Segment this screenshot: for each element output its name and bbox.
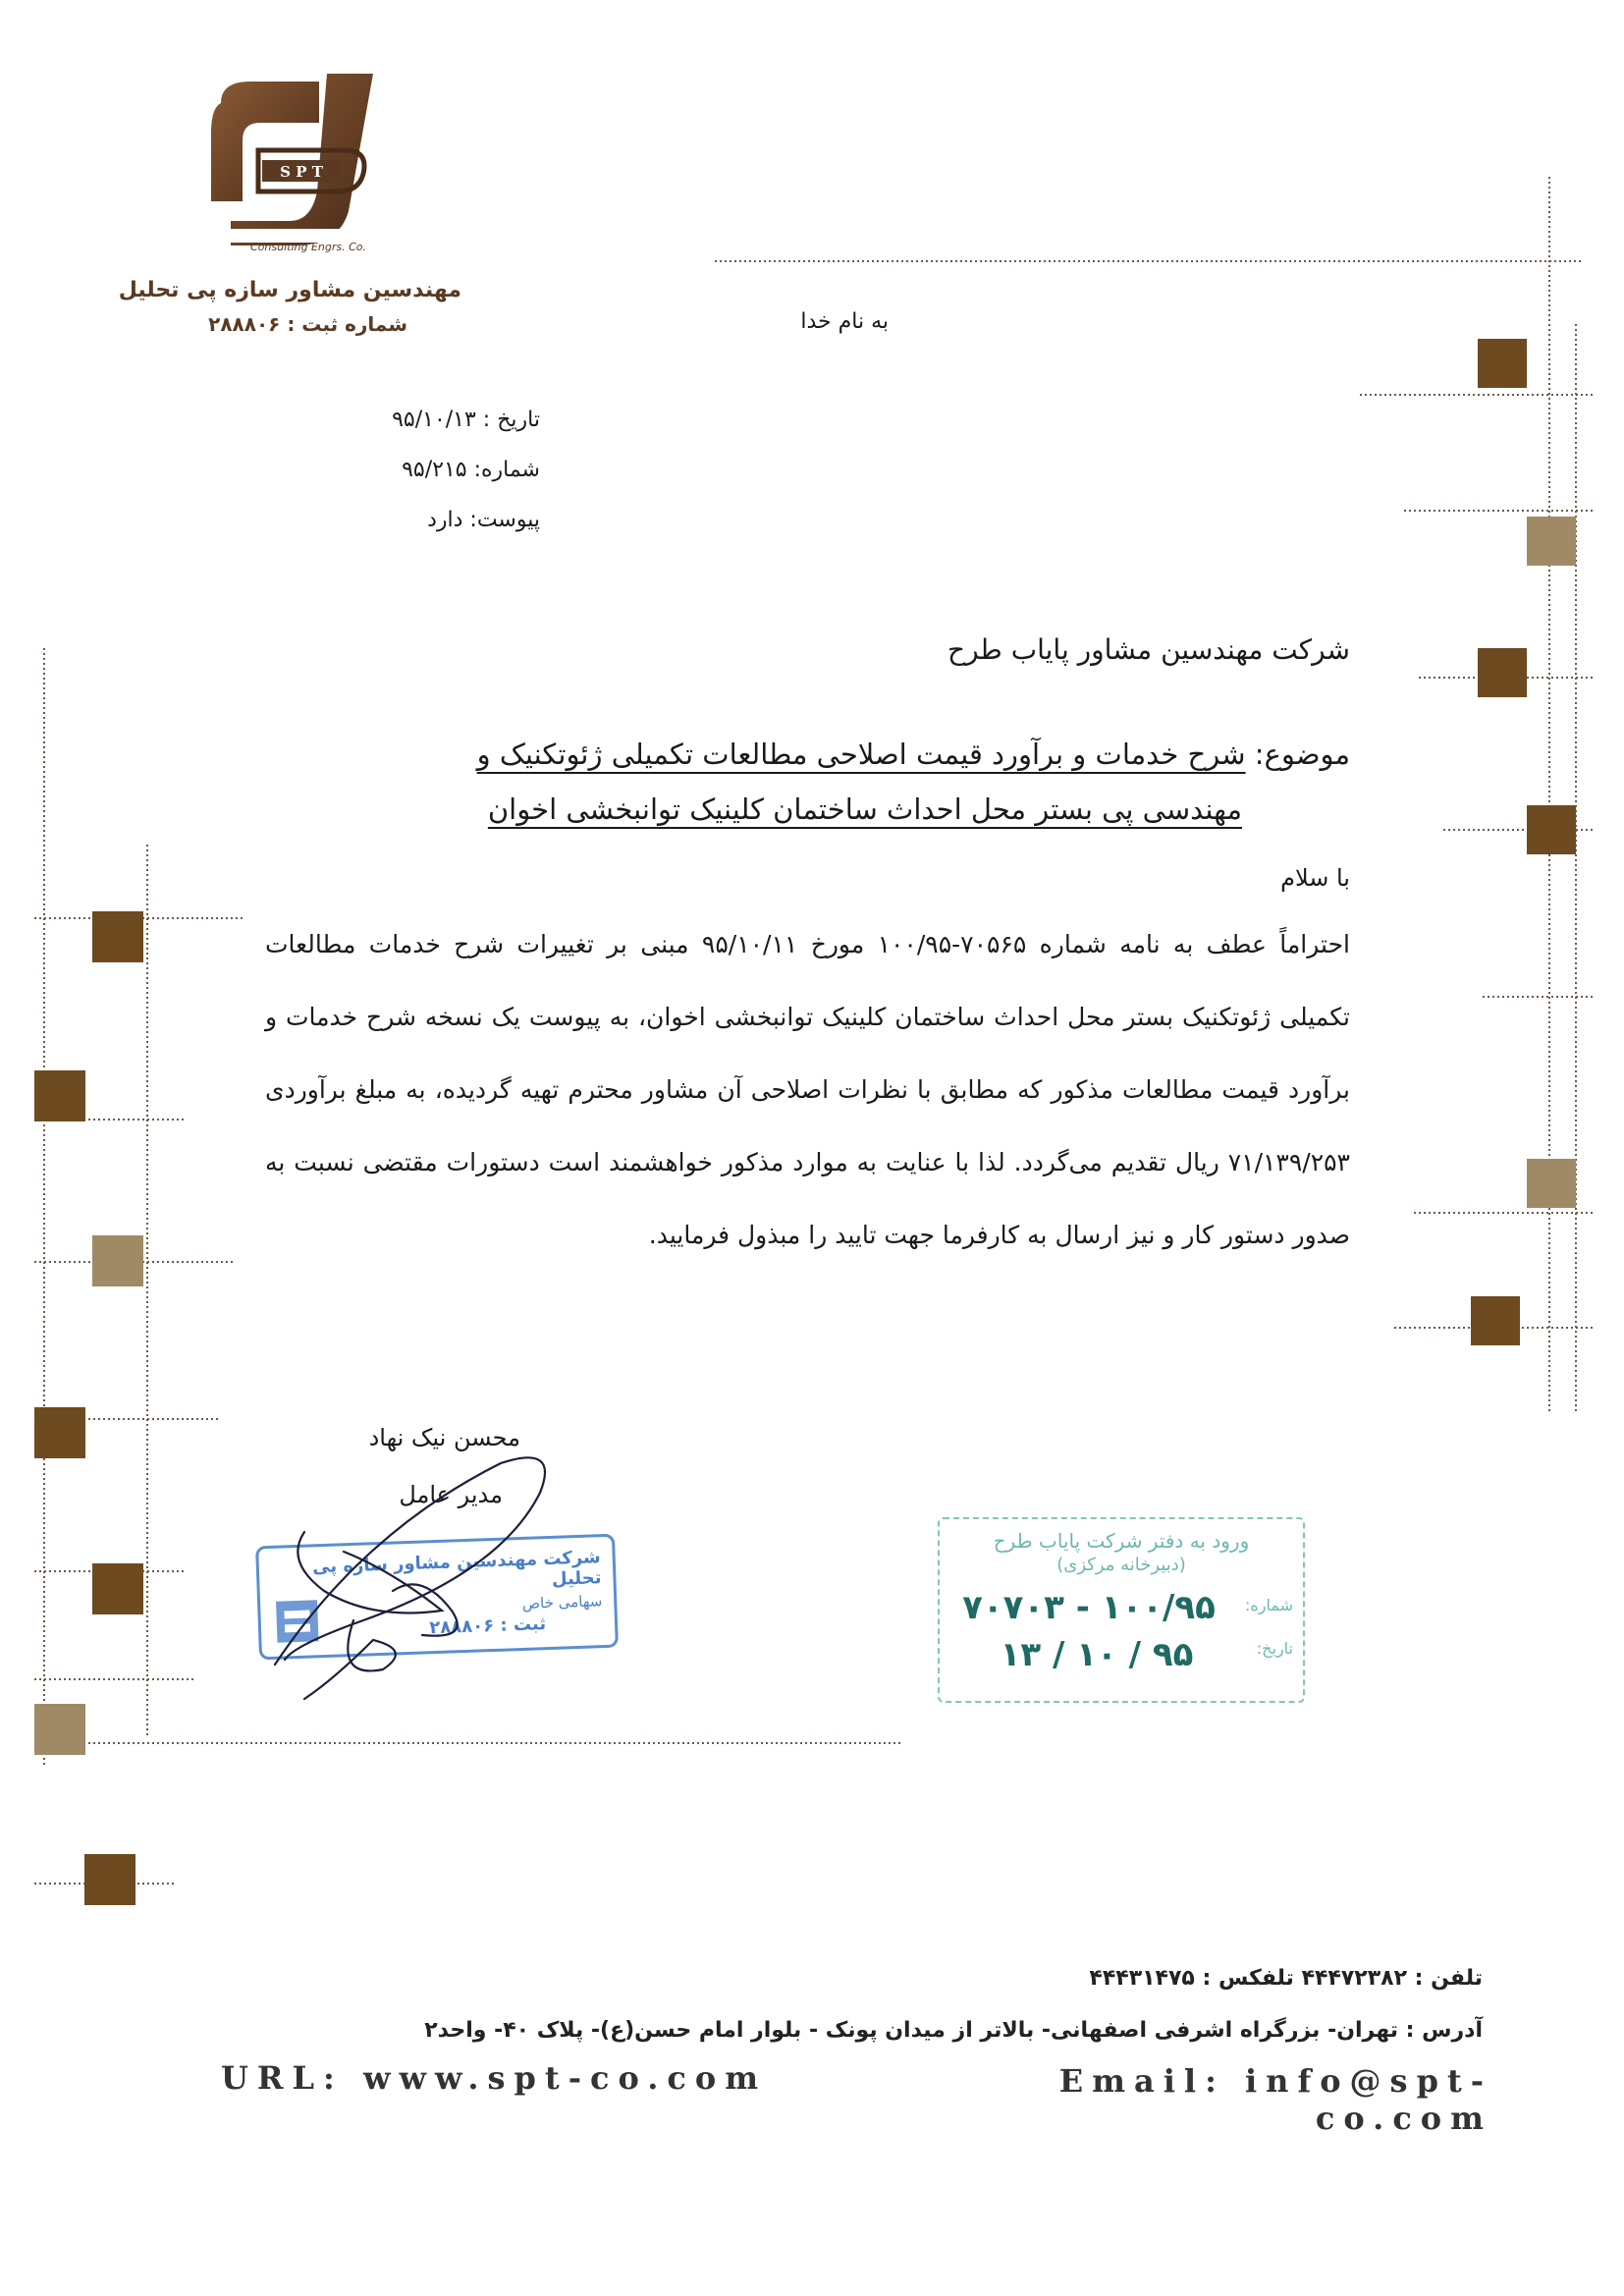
letter-body: احتراماً عطف به نامه شماره ۷۰۵۶۵-۱۰۰/۹۵ مورخ ۹۵/۱۰/۱۱ مبنی بر تغییرات شرح خدمات مطالعات تکمیلی ژئوتکنیک بستر محل احداث ساختمان کلینیک توانبخشی اخوان، به پیوست یک نسخه شرح خدمات و برآورد قیمت مطالعات مذکور که مطابق با نظرات اصلاحی آن مشاور محترم تهیه گردیده، به مبلغ برآوردی ۷۱/۱۳۹/۲۵۳ ریال تقدیم می‌گردد. لذا با عنایت به موارد مذکور خواهشمند است دستورات مقتضی نسبت به صدور دستور کار و نیز ارسال به کارفرما جهت تایید را مبذول فرمایید. [265, 930, 1350, 1249]
company-logo [201, 64, 398, 260]
received-stamp-number-label: شماره: [1244, 1596, 1293, 1614]
svg-text:S P T: S P T [280, 163, 323, 181]
spt-logo-icon [201, 64, 398, 260]
letter-date: تاریخ : ۹۵/۱۰/۱۳ [392, 408, 540, 432]
letter-attachment: پیوست: دارد [427, 508, 540, 532]
received-stamp [938, 1517, 1305, 1703]
subject-text-2: مهندسی پی بستر محل احداث ساختمان کلینیک توانبخشی اخوان [487, 793, 1242, 826]
registration-number: شماره ثبت : ۲۸۸۸۰۶ [208, 312, 407, 336]
addressee: شرکت مهندسین مشاور پایاب طرح [947, 633, 1350, 666]
company-name: مهندسین مشاور سازه پی تحلیل [118, 278, 461, 302]
company-stamp-line2: سهامی خاص [521, 1592, 603, 1613]
footer-url[interactable]: URL: www.spt-co.com [221, 2059, 768, 2097]
company-stamp-line1: شرکت مهندسین مشاور سازه پی تحلیل [311, 1547, 602, 1590]
handwritten-signature [245, 1424, 569, 1719]
received-stamp-line1: ورود به دفتر شرکت پایاب طرح [993, 1529, 1250, 1553]
footer-address: آدرس : تهران- بزرگراه اشرفی اصفهانی- بالاتر از میدان پونک - بلوار امام حسن(ع)- پلاک ۴۰- واحد۲ [424, 2018, 1483, 2043]
basmala: به نام خدا [800, 309, 889, 334]
signatory-name: محسن نیک نهاد [368, 1424, 520, 1451]
received-stamp-date: ۹۵ / ۱۰ / ۱۳ [1000, 1635, 1194, 1674]
received-stamp-line2: (دبیرخانه مرکزی) [1056, 1555, 1186, 1575]
signatory-title: مدیر عامل [399, 1481, 503, 1508]
subject-line-2 [295, 782, 1350, 837]
logo-tagline: Consulting Engrs. Co. [250, 241, 367, 253]
footer-phone: تلفن : ۴۴۴۷۲۳۸۲ تلفکس : ۴۴۴۳۱۴۷۵ [1089, 1966, 1483, 1991]
company-stamp-line3: ثبت : ۲۸۸۸۰۶ [428, 1613, 547, 1639]
greeting: با سلام [1280, 864, 1350, 892]
subject-block [295, 727, 1350, 837]
subject-line-1 [295, 727, 1350, 782]
footer-email[interactable]: Email: info@spt-co.com [1058, 2062, 1492, 2137]
subject-text-1: شرح خدمات و برآورد قیمت اصلاحی مطالعات تکمیلی ژئوتکنیک و [476, 738, 1246, 771]
letter-number: شماره: ۹۵/۲۱۵ [402, 458, 540, 482]
received-stamp-number: ۱۰۰/۹۵ - ۷۰۷۰۳ [962, 1588, 1216, 1627]
subject-label: موضوع: [1254, 738, 1350, 771]
received-stamp-date-label: تاریخ: [1256, 1639, 1293, 1658]
